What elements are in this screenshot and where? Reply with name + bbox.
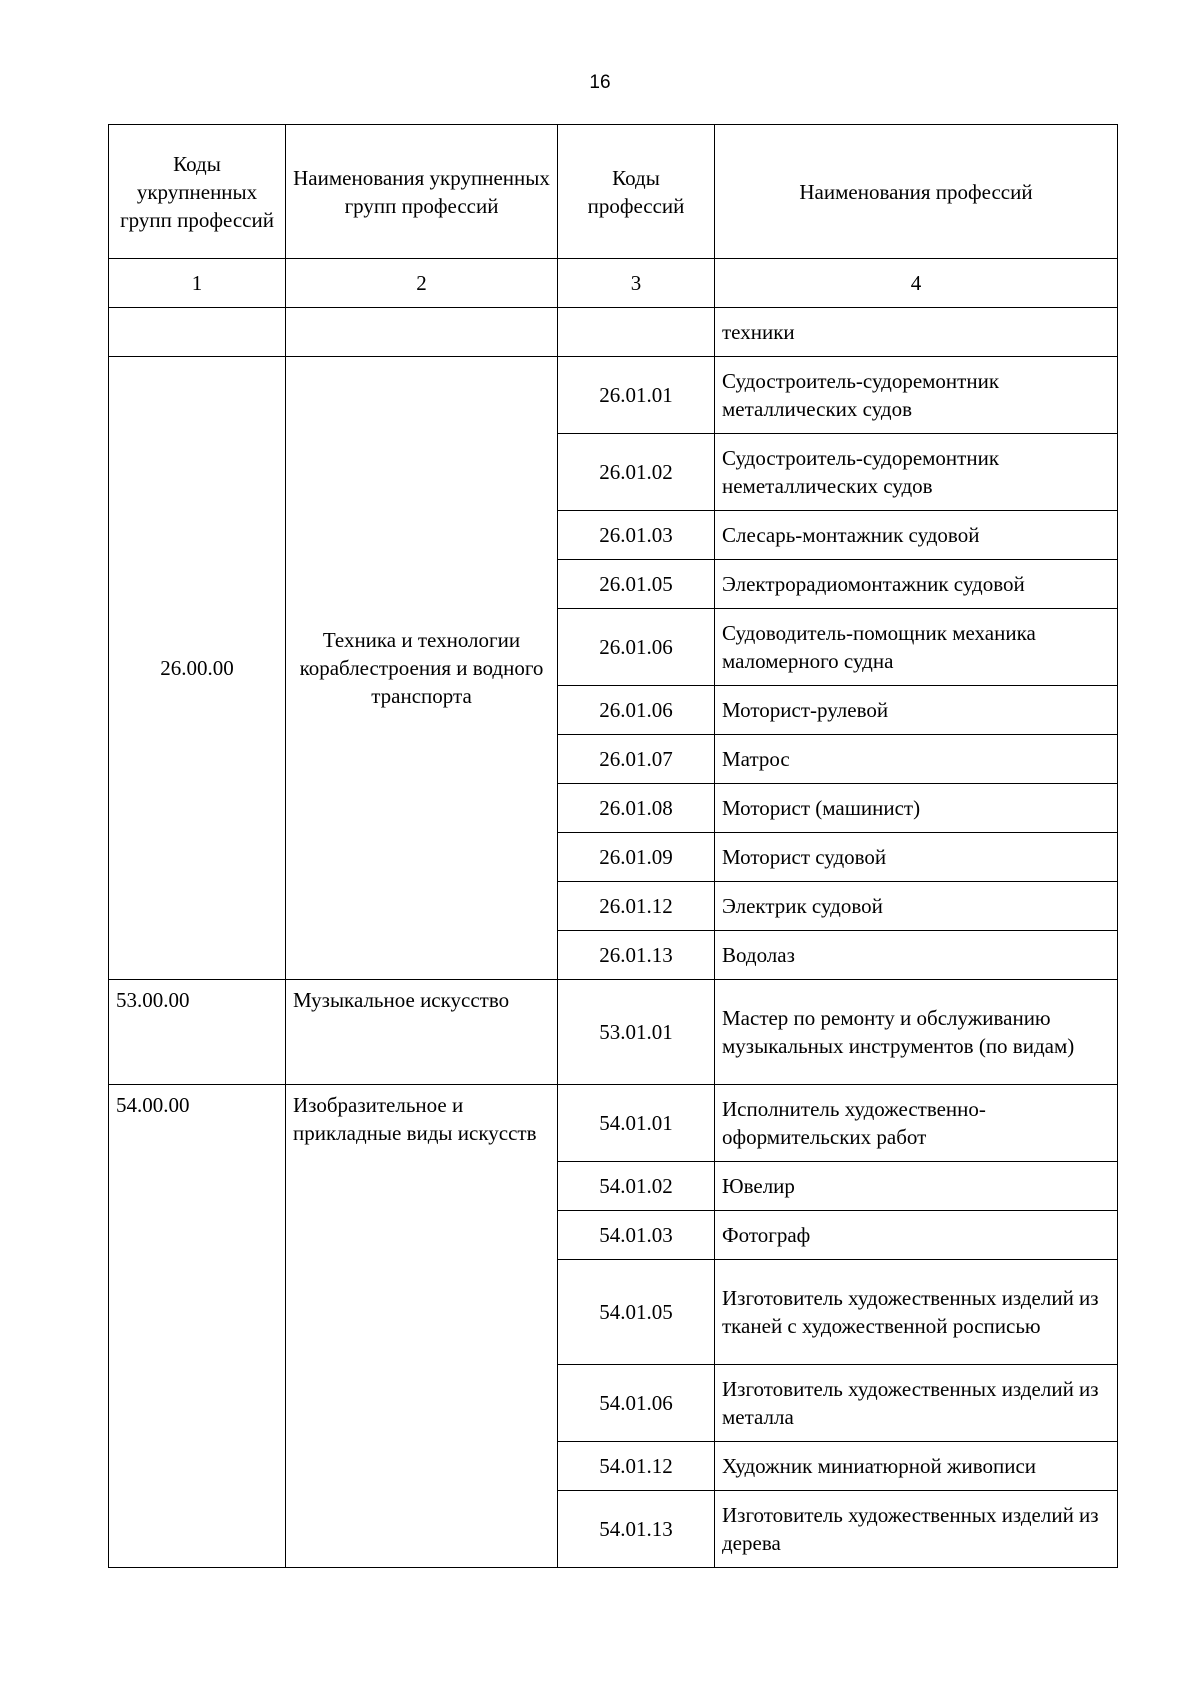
header-profession-names: Наименования профессий bbox=[715, 125, 1118, 259]
profession-name: Изготовитель художественных изделий из металла bbox=[715, 1365, 1118, 1442]
column-number: 2 bbox=[286, 259, 558, 308]
table-row bbox=[109, 980, 1118, 1085]
profession-name: Электрик судовой bbox=[715, 882, 1118, 931]
profession-name: Слесарь-монтажник судовой bbox=[715, 511, 1118, 560]
profession-name: Судостроитель-судоремонтник металлических судов bbox=[715, 357, 1118, 434]
profession-name: Фотограф bbox=[715, 1211, 1118, 1260]
profession-code: 54.01.13 bbox=[558, 1491, 715, 1568]
profession-code: 26.01.06 bbox=[558, 686, 715, 735]
profession-code: 54.01.01 bbox=[558, 1085, 715, 1162]
page-number: 16 bbox=[589, 72, 611, 93]
professions-table bbox=[108, 124, 1118, 1568]
continuation-row bbox=[109, 308, 1118, 357]
profession-code: 54.01.05 bbox=[558, 1260, 715, 1365]
profession-code: 26.01.13 bbox=[558, 931, 715, 980]
profession-code: 26.01.05 bbox=[558, 560, 715, 609]
column-number: 3 bbox=[558, 259, 715, 308]
profession-name: Изготовитель художественных изделий из тканей с художественной росписью bbox=[715, 1260, 1118, 1365]
profession-code: 26.01.07 bbox=[558, 735, 715, 784]
group-code: 26.00.00 bbox=[109, 357, 286, 980]
table-row bbox=[109, 1085, 1118, 1162]
profession-code: 26.01.02 bbox=[558, 434, 715, 511]
profession-name: Моторист-рулевой bbox=[715, 686, 1118, 735]
empty-cell bbox=[109, 308, 286, 357]
column-number-row bbox=[109, 259, 1118, 308]
profession-code: 26.01.12 bbox=[558, 882, 715, 931]
profession-code: 54.01.02 bbox=[558, 1162, 715, 1211]
profession-name: Мастер по ремонту и обслуживанию музыкальных инструментов (по видам) bbox=[715, 980, 1118, 1085]
profession-name: Водолаз bbox=[715, 931, 1118, 980]
group-name: Музыкальное искусство bbox=[286, 980, 558, 1085]
empty-cell bbox=[558, 308, 715, 357]
profession-code: 26.01.01 bbox=[558, 357, 715, 434]
profession-name: Судоводитель-помощник механика маломерного судна bbox=[715, 609, 1118, 686]
profession-name: Художник миниатюрной живописи bbox=[715, 1442, 1118, 1491]
profession-name: Ювелир bbox=[715, 1162, 1118, 1211]
profession-code: 54.01.03 bbox=[558, 1211, 715, 1260]
profession-name: Судостроитель-судоремонтник неметаллических судов bbox=[715, 434, 1118, 511]
profession-code: 26.01.08 bbox=[558, 784, 715, 833]
profession-name: Моторист судовой bbox=[715, 833, 1118, 882]
profession-name: Моторист (машинист) bbox=[715, 784, 1118, 833]
group-code: 54.00.00 bbox=[109, 1085, 286, 1568]
group-name: Изобразительное и прикладные виды искусств bbox=[286, 1085, 558, 1568]
profession-code: 26.01.09 bbox=[558, 833, 715, 882]
profession-code: 54.01.06 bbox=[558, 1365, 715, 1442]
profession-code: 26.01.06 bbox=[558, 609, 715, 686]
profession-name: Изготовитель художественных изделий из дерева bbox=[715, 1491, 1118, 1568]
profession-code: 53.01.01 bbox=[558, 980, 715, 1085]
column-number: 4 bbox=[715, 259, 1118, 308]
profession-name: Электрорадиомонтажник судовой bbox=[715, 560, 1118, 609]
group-code: 53.00.00 bbox=[109, 980, 286, 1085]
header-group-names: Наименования укрупненных групп профессий bbox=[286, 125, 558, 259]
empty-cell bbox=[286, 308, 558, 357]
table-header-row bbox=[109, 125, 1118, 259]
table-row bbox=[109, 357, 1118, 434]
profession-name: техники bbox=[715, 308, 1118, 357]
header-group-codes: Коды укрупненных групп профессий bbox=[109, 125, 286, 259]
profession-name: Матрос bbox=[715, 735, 1118, 784]
profession-code: 54.01.12 bbox=[558, 1442, 715, 1491]
column-number: 1 bbox=[109, 259, 286, 308]
header-profession-codes: Коды профессий bbox=[558, 125, 715, 259]
profession-code: 26.01.03 bbox=[558, 511, 715, 560]
profession-name: Исполнитель художественно-оформительских работ bbox=[715, 1085, 1118, 1162]
group-name: Техника и технологии кораблестроения и водного транспорта bbox=[286, 357, 558, 980]
